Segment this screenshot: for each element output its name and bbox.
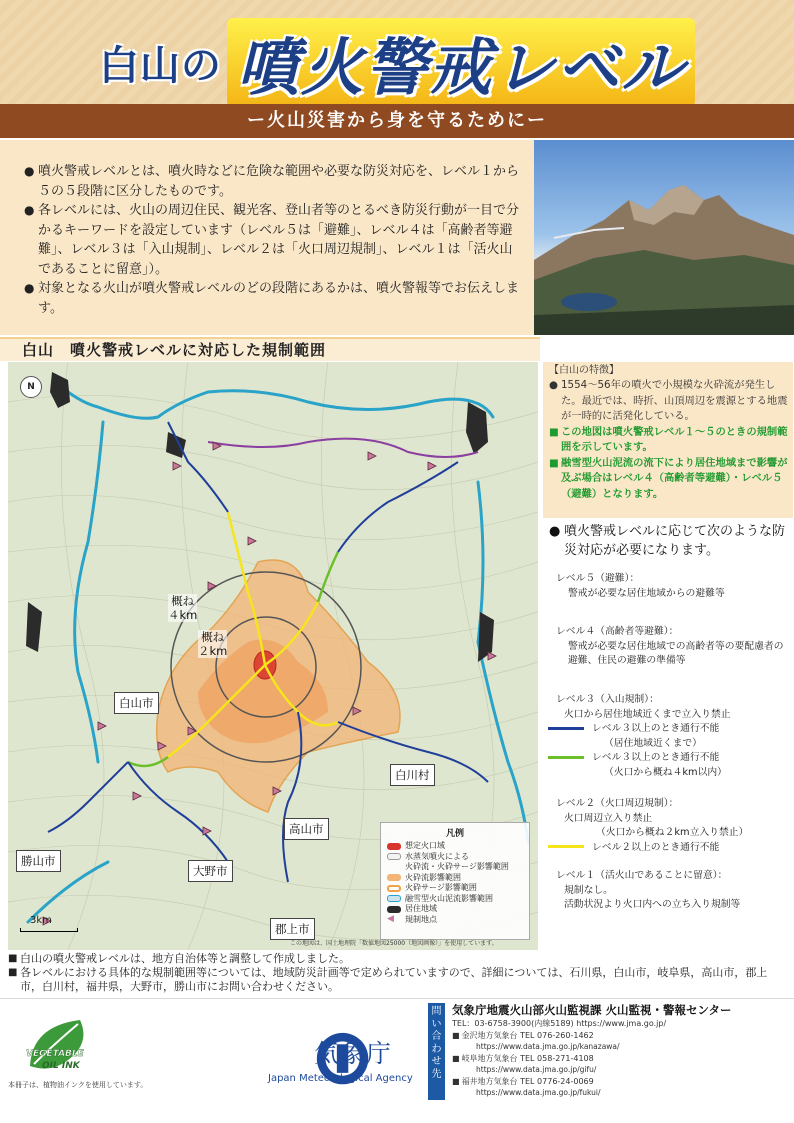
level3-green-text: レベル３以上のとき通行不能 <box>592 752 720 763</box>
pyroclastic-swatch-icon <box>387 874 401 881</box>
contact-url[interactable]: https://www.data.jma.go.jp/fukui/ <box>476 1088 601 1097</box>
legend-item <box>387 841 523 852</box>
footer-divider <box>0 998 794 999</box>
footnote-text: 各レベルにおける具体的な規制範囲等については、地域防災計画等で定められていますので、詳細については、石川県，白山市，岐阜県，高山市，郡上市，白川村，福井県，大野市，勝山市にお問い合わせください。 <box>20 966 768 994</box>
level3-desc: 火口から居住地域近くまで立入り禁止 <box>564 708 731 720</box>
bullet-icon: ● <box>549 379 558 391</box>
title-prefix: 白山の <box>98 43 222 89</box>
distance-label-2km <box>198 630 227 658</box>
jma-name: 気象庁 <box>314 1039 393 1068</box>
blank-swatch-icon <box>387 864 401 871</box>
place-label-ono: 大野市 <box>188 860 233 882</box>
place-label-shirakawa: 白川村 <box>390 764 435 786</box>
title-main: 噴火警戒レベル <box>227 18 695 107</box>
square-bullet-icon: ■ <box>8 953 18 964</box>
square-bullet-icon: ■ <box>549 456 559 469</box>
legend-label: 火砕流・火砕サージ影響範囲 <box>405 862 509 871</box>
level3-green-line-key <box>548 751 792 766</box>
level5-block <box>556 572 792 601</box>
legend-item <box>387 894 523 905</box>
level2-block <box>556 797 792 855</box>
actions-heading <box>549 522 789 560</box>
footnotes <box>8 952 788 995</box>
lahar-swatch-icon <box>387 895 401 902</box>
distance-label-4km <box>168 594 197 622</box>
mountain-photo <box>534 140 794 335</box>
features-note-text: この地図は噴火警戒レベル１～５のときの規制範囲を示しています。 <box>561 425 788 453</box>
bullet-icon: ● <box>549 524 561 539</box>
blue-road-line-icon <box>548 727 584 730</box>
crater-swatch-icon <box>387 843 401 850</box>
contact-title: 気象庁地震火山部火山監視課 火山監視・警報センター <box>452 1003 732 1017</box>
header <box>0 0 794 140</box>
place-label-hakusan: 白山市 <box>114 692 159 714</box>
features-note-2 <box>549 456 789 503</box>
contact-office-text: 岐阜地方気象台 TEL 058-271-4108 <box>461 1053 594 1063</box>
contact-office-text: 福井地方気象台 TEL 0776-24-0069 <box>461 1076 594 1086</box>
level4-desc: 警戒が必要な居住地域での高齢者等の要配慮者の避難、住民の避難の準備等 <box>568 640 784 666</box>
intro-text: 対象となる火山が噴火警戒レベルのどの段階にあるかは、噴火警報等でお伝えします。 <box>38 281 520 316</box>
veg-logo-line-2: OIL INK <box>42 1061 80 1071</box>
legend-item <box>387 904 523 915</box>
level1-desc-2: 活動状況より火口内への立ち入り規制等 <box>564 899 741 910</box>
actions-heading-text: 噴火警戒レベルに応じて次のような防災対応が必要になります。 <box>564 524 786 558</box>
contact-office <box>452 1030 792 1042</box>
level1-desc-1: 規制なし。 <box>564 884 613 896</box>
square-bullet-icon: ■ <box>549 425 559 438</box>
jma-english-name: Japan Meteorological Agency <box>268 1073 413 1084</box>
bullet-icon: ● <box>24 203 35 217</box>
actions-intro <box>543 518 793 560</box>
intro-bullet <box>24 201 520 279</box>
level2-title: レベル２（火口周辺規制）： <box>556 798 679 809</box>
residential-swatch-icon <box>387 906 401 913</box>
level2-note: （火口から概ね２km立入り禁止） <box>596 827 749 838</box>
features-note-text: 融雪型火山泥流の流下により居住地域まで影響が及ぶ場合はレベル４（高齢者等避難）・レベル５（避難）となります。 <box>561 456 788 500</box>
intro-box <box>0 140 534 335</box>
intro-bullet <box>24 279 520 318</box>
legend-item <box>387 862 523 873</box>
distance-label-value: ４km <box>168 608 198 622</box>
legend-label: 火砕流影響範囲 <box>405 872 461 882</box>
level3-block <box>556 693 792 780</box>
contact-tab: 問い合わせ先 <box>428 1003 445 1100</box>
level2-yellow-text: レベル２以上のとき通行不能 <box>592 841 720 853</box>
scale-bar <box>20 928 78 932</box>
regulation-map <box>8 362 538 950</box>
surge-swatch-icon <box>387 885 401 892</box>
vegetable-oil-ink-logo <box>22 1016 108 1074</box>
level3-green-note: （火口から概ね４km以内） <box>604 766 727 778</box>
features-text <box>549 378 789 425</box>
bullet-icon: ● <box>24 164 35 178</box>
features-text-body: 1554～56年の噴火で小規模な火砕流が発生した。最近では、時折、山頂周辺を震源とする地震が一時的に活発化している。 <box>561 379 788 422</box>
level4-block <box>556 625 792 669</box>
contact-office-text: 金沢地方気象台 TEL 076-260-1462 <box>461 1030 594 1040</box>
intro-text: 噴火警戒レベルとは、噴火時などに危険な範囲や必要な防災対応を、レベル１から５の５段階に区分したものです。 <box>38 164 520 199</box>
map-section-header <box>0 337 540 361</box>
map-section-title: 白山 噴火警戒レベルに対応した規制範囲 <box>22 341 327 359</box>
vegetable-ink-note: 本冊子は、植物油インクを使用しています。 <box>8 1081 148 1089</box>
legend-item <box>387 915 523 926</box>
intro-list <box>24 162 520 318</box>
square-bullet-icon: ■ <box>8 967 18 979</box>
contact-office <box>452 1076 792 1088</box>
scale-label: 3km <box>30 915 52 926</box>
footnote <box>8 966 788 994</box>
square-bullet-icon: ■ <box>452 1053 460 1063</box>
square-bullet-icon: ■ <box>452 1076 460 1086</box>
contact-tel-main: TEL：03-6758-3900(内線5189) https://www.jma.go.jp/ <box>452 1019 667 1028</box>
yellow-road-line-icon <box>548 845 584 848</box>
legend-title: 凡例 <box>445 829 464 839</box>
level4-title: レベル４（高齢者等避難）： <box>556 626 679 637</box>
level3-title: レベル３（入山規制）： <box>556 694 659 705</box>
square-bullet-icon: ■ <box>452 1030 460 1040</box>
green-road-line-icon <box>548 756 584 759</box>
level5-title: レベル５（避難）： <box>556 573 640 584</box>
legend-item <box>387 883 523 894</box>
distance-label-text: 概ね <box>201 630 225 644</box>
features-box <box>543 362 793 518</box>
veg-logo-line-1: VEGETABLE <box>26 1049 84 1059</box>
level1-block <box>556 869 792 913</box>
north-arrow-icon: N <box>20 376 42 398</box>
place-label-takayama: 高山市 <box>284 818 329 840</box>
footnote-text: 白山の噴火警戒レベルは、地方自治体等と調整して作成しました。 <box>20 952 350 965</box>
distance-label-value: ２km <box>198 644 228 658</box>
regulation-point-icon: ◀ <box>387 914 394 925</box>
map-credit: この地図は、国土地理院「数値地図25000（地図画像）」を使用しています。 <box>290 940 498 947</box>
distance-label-text: 概ね <box>171 594 195 608</box>
intro-text: 各レベルには、火山の周辺住民、観光客、登山者等のとるべき防災行動が一目で分かるキーワードを設定しています（レベル５は「避難」、レベル４は「高齢者等避難」、レベル３は「入山規制」、レベル２は「火口周辺規制」、レベル１は「活火山であることに留意」）。 <box>38 203 520 277</box>
level2-desc: 火口周辺立入り禁止 <box>564 812 653 824</box>
legend-label: 水蒸気噴火による <box>405 851 469 861</box>
contact-url[interactable]: https://www.data.jma.go.jp/kanazawa/ <box>476 1042 620 1051</box>
place-label-gujo: 郡上市 <box>270 918 315 940</box>
page-title <box>0 18 794 107</box>
bullet-icon: ● <box>24 281 35 295</box>
mountain-photo-illustration <box>534 140 794 335</box>
features-heading: 【白山の特徴】 <box>549 365 619 376</box>
legend-label: 想定火口域 <box>405 841 445 850</box>
legend-label: 融雪型火山泥流影響範囲 <box>405 893 493 903</box>
features-note-1 <box>549 425 789 456</box>
legend-label: 火砕サージ影響範囲 <box>405 883 477 892</box>
legend-item <box>387 852 523 863</box>
level2-yellow-line-key <box>548 841 792 856</box>
level1-title: レベル１（活火山であることに留意）： <box>556 870 728 881</box>
footnote <box>8 952 788 966</box>
level3-blue-note: （居住地域近くまで） <box>604 737 702 749</box>
contact-office <box>452 1053 792 1065</box>
level3-blue-line-key <box>548 722 792 737</box>
intro-bullet <box>24 162 520 201</box>
level3-blue-text: レベル３以上のとき通行不能 <box>592 723 720 734</box>
place-label-katsuyama: 勝山市 <box>16 850 61 872</box>
contact-url[interactable]: https://www.data.jma.go.jp/gifu/ <box>476 1065 597 1074</box>
contact-info <box>452 1003 792 1099</box>
steam-swatch-icon <box>387 853 401 860</box>
map-legend <box>380 822 530 940</box>
subtitle-bar <box>0 104 794 138</box>
legend-label: 規制地点 <box>405 914 437 924</box>
legend-item <box>387 873 523 884</box>
level5-desc: 警戒が必要な居住地域からの避難等 <box>568 587 725 599</box>
legend-label: 居住地域 <box>405 904 437 913</box>
subtitle: ー火山災害から身を守るためにー <box>247 110 547 131</box>
